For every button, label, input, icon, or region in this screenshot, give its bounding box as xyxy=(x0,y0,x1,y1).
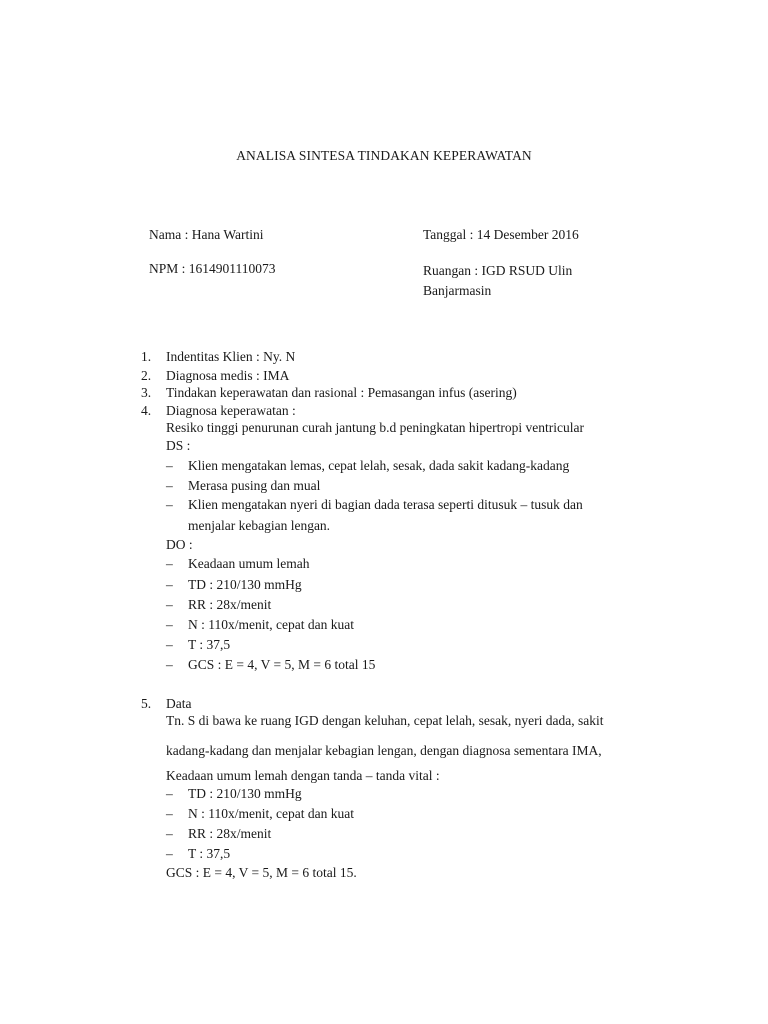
nursing-diagnosis-label: Diagnosa keperawatan : xyxy=(166,403,296,418)
data-text: Tn. S di bawa ke ruang IGD dengan keluhan, cepat lelah, sesak, nyeri dada, sakit xyxy=(166,713,604,728)
do-text: GCS : E = 4, V = 5, M = 6 total 15 xyxy=(188,657,376,672)
vital-text: RR : 28x/menit xyxy=(188,826,272,841)
date-field: Tanggal : 14 Desember 2016 xyxy=(423,227,579,242)
do-text: N : 110x/menit, cepat dan kuat xyxy=(188,617,354,632)
dash-bullet: – xyxy=(166,637,173,652)
dash-bullet: – xyxy=(166,556,173,571)
nursing-action: Tindakan keperawatan dan rasional : Pemasangan infus (asering) xyxy=(166,385,517,400)
list-number: 3. xyxy=(141,385,152,400)
dash-bullet: – xyxy=(166,577,173,592)
dash-bullet: – xyxy=(166,806,173,821)
do-text: T : 37,5 xyxy=(188,637,231,652)
dash-bullet: – xyxy=(166,657,173,672)
dash-bullet: – xyxy=(166,846,173,861)
medical-diagnosis: Diagnosa medis : IMA xyxy=(166,368,290,383)
client-identity: Indentitas Klien : Ny. N xyxy=(166,349,296,364)
room-line-1: Ruangan : IGD RSUD Ulin xyxy=(423,263,573,278)
ds-text: menjalar kebagian lengan. xyxy=(188,518,331,533)
dash-bullet: – xyxy=(166,617,173,632)
data-text: kadang-kadang dan menjalar kebagian lengan, dengan diagnosa sementara IMA, xyxy=(166,743,602,758)
list-number: 5. xyxy=(141,696,152,711)
list-number: 4. xyxy=(141,403,152,418)
student-npm: NPM : 1614901110073 xyxy=(149,261,276,276)
dash-bullet: – xyxy=(166,786,173,801)
do-text: TD : 210/130 mmHg xyxy=(188,577,302,592)
document-title: ANALISA SINTESA TINDAKAN KEPERAWATAN xyxy=(236,148,532,163)
vital-text: TD : 210/130 mmHg xyxy=(188,786,302,801)
do-text: Keadaan umum lemah xyxy=(188,556,310,571)
diagnosis-sentence: Resiko tinggi penurunan curah jantung b.d peningkatan hipertropi ventricular xyxy=(166,420,585,435)
room-field xyxy=(423,261,572,301)
student-name: Nama : Hana Wartini xyxy=(149,227,264,242)
ds-heading: DS : xyxy=(166,438,191,453)
dash-bullet: – xyxy=(166,826,173,841)
ds-text: Merasa pusing dan mual xyxy=(188,478,321,493)
dash-bullet: – xyxy=(166,497,173,512)
room-line-2: Banjarmasin xyxy=(423,283,492,298)
dash-bullet: – xyxy=(166,478,173,493)
data-text: Keadaan umum lemah dengan tanda – tanda vital : xyxy=(166,768,440,783)
vital-text: T : 37,5 xyxy=(188,846,231,861)
do-heading: DO : xyxy=(166,537,193,552)
dash-bullet: – xyxy=(166,458,173,473)
data-heading: Data xyxy=(166,696,192,711)
dash-bullet: – xyxy=(166,597,173,612)
ds-text: Klien mengatakan lemas, cepat lelah, sesak, dada sakit kadang-kadang xyxy=(188,458,570,473)
vital-text: N : 110x/menit, cepat dan kuat xyxy=(188,806,354,821)
gcs-text: GCS : E = 4, V = 5, M = 6 total 15. xyxy=(166,865,357,880)
list-number: 1. xyxy=(141,349,152,364)
do-text: RR : 28x/menit xyxy=(188,597,272,612)
list-number: 2. xyxy=(141,368,152,383)
ds-text: Klien mengatakan nyeri di bagian dada terasa seperti ditusuk – tusuk dan xyxy=(188,497,583,512)
